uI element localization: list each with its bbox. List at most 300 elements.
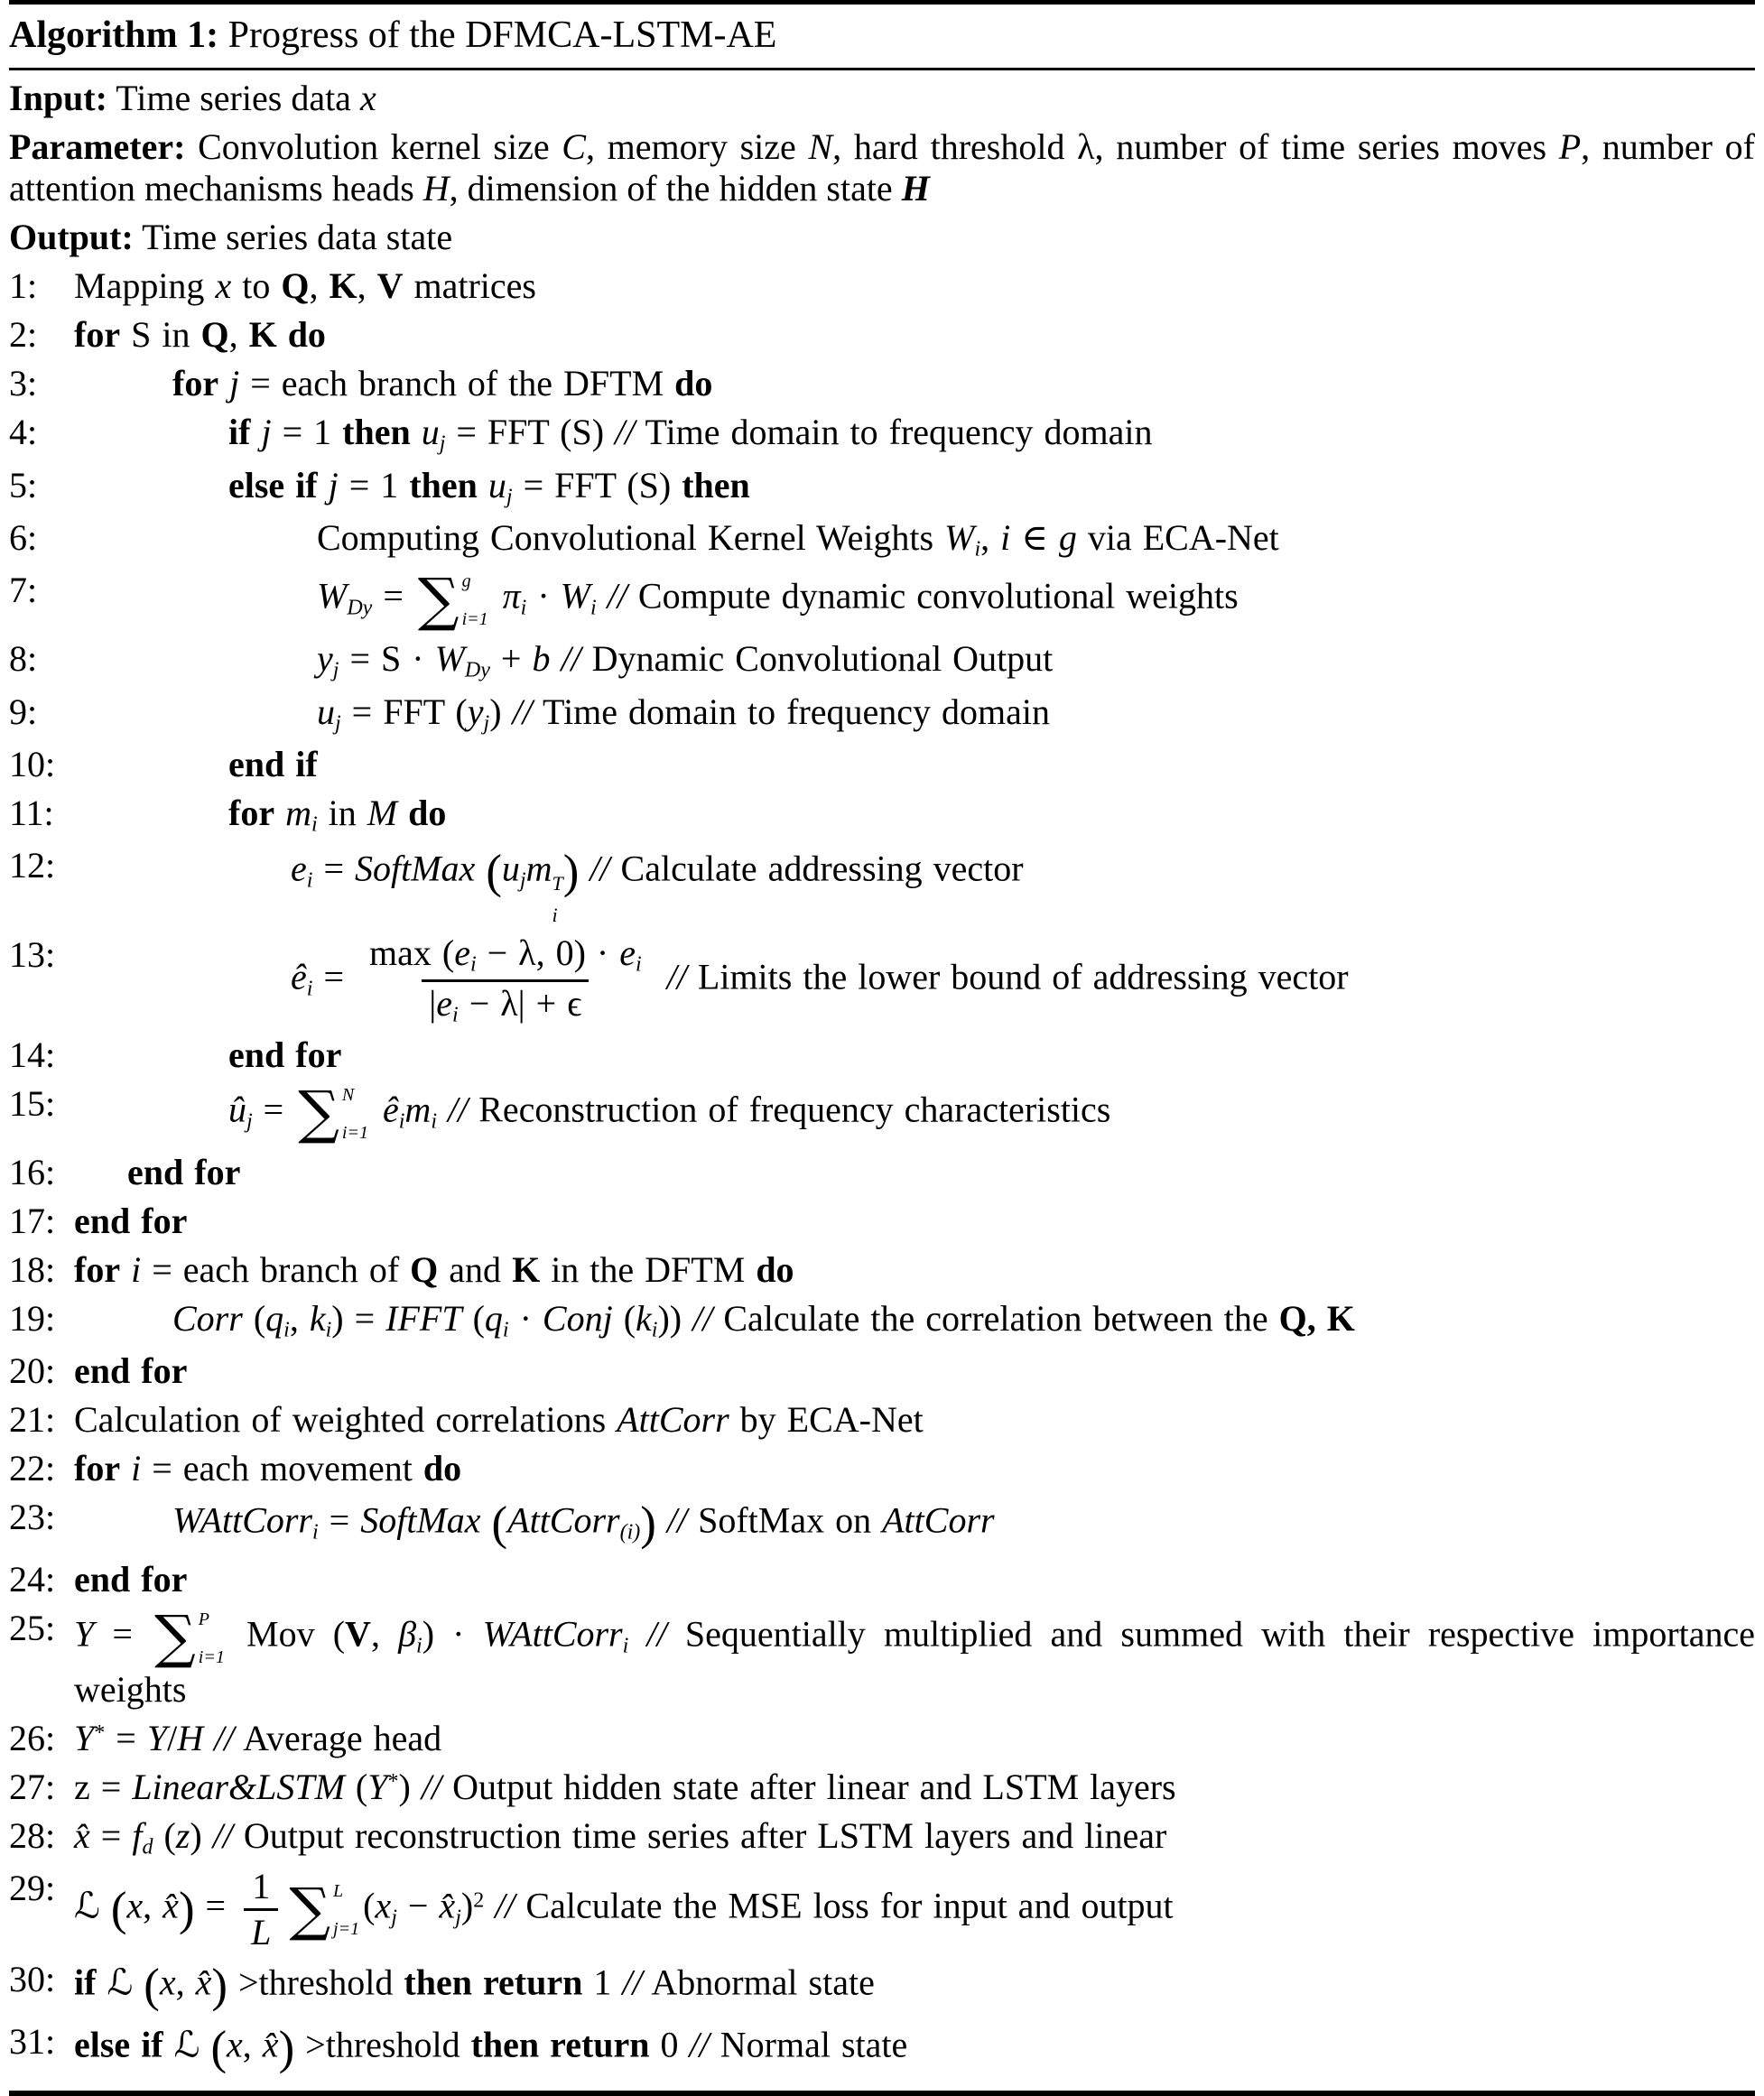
text-segment: x [227,2024,243,2065]
text-segment: , [357,265,377,307]
algo-line [9,1448,1755,1489]
text-segment: Abnormal state [642,1962,875,2003]
text-segment: , [143,1885,163,1926]
line-number: 6: [9,516,38,558]
line-number: 3: [9,363,38,404]
line-content [228,744,1755,785]
text-segment: Y [146,1717,168,1758]
line-content [74,1815,1755,1860]
line-content [74,1399,1755,1441]
text-segment: SoftMax [360,1499,481,1541]
text-segment: | [429,982,437,1024]
input-line [9,78,1755,119]
text-segment: i [520,596,527,620]
line-content [317,517,1755,562]
text-segment: // [646,1613,667,1655]
text-segment [484,1886,495,1926]
text-segment: Y [74,1717,95,1758]
text-segment: · [508,1297,543,1339]
text-segment: Input: [9,78,107,119]
text-segment: , memory size [585,126,809,168]
text-segment: Time domain to frequency domain [635,412,1153,453]
text-segment: i [502,1318,509,1342]
algo-line [9,845,1755,927]
text-segment: ( [612,1297,636,1339]
text-segment: for [172,363,219,404]
line-number: 26: [9,1717,56,1758]
text-segment [318,465,329,505]
text-segment: ê [382,1089,399,1130]
text-segment: ℒ [107,1962,134,2004]
text-segment [277,314,288,355]
text-segment: for [74,1448,121,1489]
text-segment [372,1089,383,1129]
line-number: 4: [9,412,38,453]
algo-line [9,934,1755,1027]
text-segment: i [325,1318,332,1342]
line-number: 9: [9,691,38,732]
text-segment: = [94,1613,152,1655]
text-segment: e [291,848,307,889]
text-segment: Dynamic Convolutional Output [580,638,1054,680]
text-segment: H [901,168,930,209]
algo-line [9,465,1755,510]
text-segment: y [317,638,333,680]
sigma-glyph: ∑ [289,1876,331,1943]
text-segment: g [1058,516,1077,558]
text-segment: max ( [369,932,455,974]
text-segment: in the DFTM [540,1248,757,1290]
line-content [74,1959,1755,2014]
text-segment: )) [657,1297,693,1339]
text-segment: = [372,575,414,617]
line-content [317,638,1755,683]
text-segment: , [175,1962,196,2003]
text-segment: end for [127,1151,241,1192]
algo-line [9,638,1755,683]
algo-line [9,1815,1755,1860]
text-segment: WAttCorr [482,1613,623,1655]
text-segment: Calculate addressing vector [609,848,1024,889]
algo-line [9,1080,1755,1147]
text-segment: by ECA-Net [729,1399,924,1441]
text-segment: j [506,485,513,509]
text-segment: ℒ [173,2024,200,2066]
text-segment: and [438,1248,513,1290]
text-segment: Time domain to frequency domain [532,691,1051,732]
text-segment: i [651,1318,658,1342]
text-segment: β [398,1613,417,1655]
algorithm-title [9,5,1755,68]
text-segment: K [248,314,277,356]
line-number: 24: [9,1558,56,1600]
summation-lower-limit: j=1 [333,1919,360,1940]
text-segment: W [317,575,348,617]
line-content [228,412,1755,457]
text-segment: then return [470,2024,650,2065]
text-segment: = each branch of the DFTM [239,363,675,404]
text-segment: do [408,792,447,833]
sigma-glyph: ∑ [154,1604,196,1672]
summation-symbol [298,1080,368,1147]
line-number: 17: [9,1200,56,1241]
sigma-glyph: ∑ [298,1080,339,1147]
line-number: 10: [9,743,56,784]
line-number: 2: [9,314,38,356]
text-segment: = [89,1814,133,1856]
text-segment: ∈ [1010,516,1059,558]
text-segment: j [519,868,526,893]
algo-line [9,1152,1755,1193]
text-segment: Mov ( [227,1613,346,1655]
text-segment: ) [278,2021,295,2074]
summation-upper-limit: L [333,1881,344,1902]
text-segment [218,363,229,403]
text-segment: Algorithm 1: [9,14,219,56]
text-segment: W [560,575,590,617]
text-segment: + [489,638,533,680]
line-content [317,691,1755,737]
line-number: 5: [9,464,38,505]
text-segment [656,1500,667,1541]
text-segment: // [214,1717,235,1758]
text-segment: do [287,314,326,356]
text-segment: m [285,792,311,833]
text-segment: j [332,658,339,682]
text-segment: i [1000,516,1011,558]
text-segment: ) [178,1883,195,1936]
text-segment: f [132,1814,143,1856]
text-segment: * [387,1769,399,1794]
line-content [228,465,1755,510]
text-segment: Corr [172,1297,243,1339]
title-rule [9,68,1755,70]
text-segment [492,576,503,617]
text-segment: ) = [331,1297,386,1339]
text-segment: Output: [9,217,134,258]
text-segment: Limits the lower bound of addressing vector [686,956,1349,997]
line-number: 11: [9,792,54,833]
line-content [172,1298,1755,1343]
text-segment: Mapping [74,265,216,307]
text-segment: = FFT ( [340,691,468,732]
text-segment: i [398,1109,405,1134]
text-segment: u [487,464,506,505]
text-segment: 2 [473,1888,485,1913]
text-segment: Q [410,1248,439,1290]
summation-symbol [154,1604,225,1672]
text-segment: Convolution kernel size [185,126,562,168]
text-segment: q [265,1297,284,1339]
text-segment: V [345,1613,371,1655]
text-segment: // [212,1814,233,1856]
text-segment [96,1962,107,2003]
algo-line [9,1298,1755,1343]
text-segment: j [246,1109,253,1134]
line-content [317,566,1755,634]
text-segment [437,1089,448,1129]
text-segment: 0 [649,2024,690,2065]
text-segment: − λ| + ϵ [458,982,582,1024]
text-segment: end if [228,743,318,784]
text-segment: L [251,1912,272,1953]
text-segment: 1 [252,1866,271,1907]
text-segment: x̂ [74,1814,90,1856]
algo-line [9,566,1755,634]
text-segment: Parameter: [9,126,186,168]
text-segment: end for [74,1558,188,1600]
line-content [74,1767,1755,1808]
fraction-numerator [362,934,649,979]
text-segment: = [312,956,355,997]
text-segment: z = [74,1766,133,1807]
line-content [127,1152,1755,1193]
text-segment: i [312,1520,319,1544]
text-segment: = [252,1089,295,1130]
text-segment: b [532,638,551,680]
line-content [228,793,1755,838]
text-segment: then [342,412,411,453]
line-content [291,934,1755,1027]
text-segment: x [359,78,376,119]
line-number: 25: [9,1607,56,1648]
text-segment: x [126,1885,144,1926]
text-segment: π [502,575,521,617]
text-segment: W [434,638,465,680]
text-segment: y [467,691,484,732]
text-segment [397,793,408,833]
summation-symbol [289,1876,360,1943]
text-segment: ( [153,1814,176,1856]
text-segment: = FFT (S) [512,464,682,505]
sigma-glyph: ∑ [417,566,460,634]
text-segment: in [317,792,367,833]
text-segment: AttCorr [882,1499,995,1541]
text-segment: i [452,1003,459,1027]
text-segment: ) [489,691,513,732]
text-segment: // [607,575,627,617]
text-segment: ( [210,2021,227,2074]
line-number: 14: [9,1034,56,1075]
fraction-denominator [244,1908,278,1952]
text-segment: = each movement [141,1448,423,1489]
text-segment: x̂ [195,1962,212,2003]
text-segment: ê [291,956,307,997]
text-segment [163,2025,174,2065]
text-segment: >threshold [227,1962,404,2003]
text-segment [274,793,285,833]
text-segment [475,849,486,889]
text-segment: , [289,1297,310,1339]
text-segment: Time series data [107,78,360,119]
text-segment: Reconstruction of frequency characteristics [468,1089,1111,1130]
summation-limits [333,1879,359,1941]
text-segment: j [335,711,341,736]
text-segment: j [328,464,339,505]
summation-limits [342,1083,368,1145]
text-segment: i [974,537,981,561]
text-segment: Sequentially multiplied and summed with their respective importance weights [74,1613,1756,1710]
fraction-denominator [422,979,589,1027]
text-segment: = [318,1499,361,1541]
text-segment: , dimension of the hidden state [449,168,902,209]
subscript: i [552,903,558,926]
text-segment: else if [228,464,318,505]
text-segment: − [396,1885,440,1926]
algo-line [9,1718,1755,1759]
text-segment: ) [398,1766,422,1807]
text-segment [411,412,422,452]
summation-upper-limit: P [198,1609,210,1629]
text-segment: do [422,1448,462,1489]
text-segment: = 1 [338,464,410,505]
text-segment: then [682,464,750,505]
text-segment: do [756,1248,794,1290]
text-segment: j [229,363,240,404]
line-number: 15: [9,1082,56,1124]
algo-line [9,1034,1755,1076]
text-segment: ) [190,1814,213,1856]
text-segment: i [306,977,313,1001]
text-segment: Output reconstruction time series after LSTM layers and linear [232,1814,1167,1856]
text-segment: − λ, 0) · [476,932,620,974]
text-segment: IFFT [385,1297,462,1339]
text-segment: Progress of the DFMCA-LSTM-AE [218,14,777,56]
text-segment: Y [367,1766,388,1807]
text-segment: e [619,932,636,974]
text-segment [100,1886,111,1926]
algo-line [9,1959,1755,2014]
text-segment: Average head [234,1717,442,1758]
fraction [244,1868,278,1952]
text-segment: do [674,363,713,404]
text-segment: u [501,848,520,889]
text-segment: ( [486,846,502,899]
text-segment: , [980,516,1001,558]
text-segment: Calculate the MSE loss for input and output [515,1885,1174,1926]
line-content [74,1559,1755,1600]
text-segment: >threshold [294,2024,471,2065]
text-segment: i [306,868,313,893]
parameter-line [9,126,1755,209]
text-segment: H [422,168,450,209]
text-segment: m [525,848,552,889]
line-content [74,314,1755,356]
text-segment: ( [242,1297,266,1339]
text-segment: x̂ [439,1885,456,1926]
text-segment: H [177,1717,204,1758]
text-segment: AttCorr [507,1499,620,1541]
text-segment: // [495,1885,515,1926]
line-number: 8: [9,638,38,680]
algo-line [9,1559,1755,1600]
fraction-numerator [245,1868,277,1908]
algo-line [9,517,1755,562]
text-segment: , [309,265,330,307]
text-segment: i [131,1448,142,1489]
text-segment [656,957,667,997]
text-segment: i [283,1318,290,1342]
text-segment: via ECA-Net [1076,516,1279,558]
text-segment: if [74,1962,97,2003]
algo-line [9,2021,1755,2076]
line-content [228,1034,1755,1076]
text-segment: else if [74,2024,163,2065]
text-segment: = S · [339,638,435,680]
text-segment: * [94,1720,106,1745]
text-segment: Time series data state [133,217,453,258]
line-number: 18: [9,1248,56,1290]
summation-upper-limit: g [461,571,471,592]
summation-symbol [417,566,488,634]
text-segment: (i) [619,1520,641,1544]
text-segment: // [692,1297,713,1339]
text-segment: ( [491,1498,508,1551]
algo-line [9,265,1755,307]
text-segment: i [131,1248,142,1290]
line-number: 12: [9,845,56,886]
summation-lower-limit: i=1 [341,1122,368,1143]
text-segment: ) [460,1885,474,1926]
line-content [74,1868,1755,1952]
line-number: 28: [9,1814,56,1856]
algorithm-steps [9,265,1755,2075]
line-content [228,1080,1755,1147]
text-segment: S in [120,314,201,356]
text-segment [250,412,261,452]
algo-line [9,744,1755,785]
text-segment: V [376,265,404,307]
line-number: 13: [9,934,56,976]
line-number: 29: [9,1868,56,1909]
text-segment: // [447,1089,469,1130]
text-segment: 1 [582,1962,623,2003]
line-number: 21: [9,1399,56,1441]
text-segment: end for [74,1200,188,1241]
text-segment: // [622,1962,643,2003]
text-segment: SoftMax on [687,1499,883,1541]
text-segment: i [635,952,642,977]
text-segment: // [666,956,687,997]
line-number: 19: [9,1297,56,1339]
summation-lower-limit: i=1 [461,609,488,630]
algo-line [9,412,1755,457]
text-segment: e [454,932,470,974]
preamble [9,78,1755,258]
text-segment: x̂ [162,1885,179,1926]
text-segment: = [105,1717,147,1758]
text-segment: Dy [464,658,490,682]
text-segment [120,1249,131,1290]
text-segment: // [512,691,533,732]
text-segment: then return [404,1962,583,2003]
text-segment: ) [562,846,580,899]
text-segment: then [409,464,478,505]
text-segment: C [562,126,586,168]
text-segment: · [526,575,561,617]
text-segment: if [228,412,251,453]
algo-line [9,363,1755,404]
text-segment: Q, K [1278,1297,1355,1339]
text-segment: M [367,792,398,833]
text-segment: x [375,1885,392,1926]
text-segment: // [689,2024,710,2065]
algo-line [9,1497,1755,1552]
text-segment [203,1718,214,1758]
bottom-rule [9,2091,1755,2096]
text-segment: x̂ [262,2024,279,2065]
text-segment: ) · [422,1613,483,1655]
